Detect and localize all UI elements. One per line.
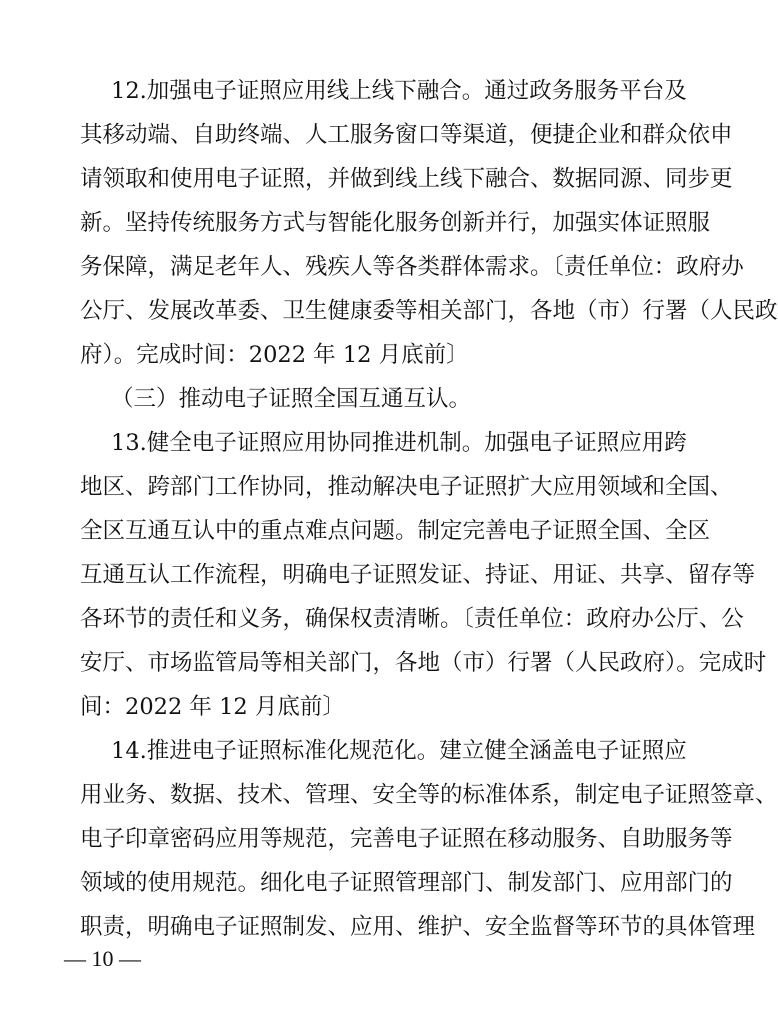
section-heading-3: （三）推动电子证照全国互通互认。 — [111, 386, 472, 412]
paragraph-14-line-4: 领域的使用规范。细化电子证照管理部门、制发部门、应用部门的 — [80, 870, 733, 896]
paragraph-14-line-1: 14.推进电子证照标准化规范化。建立健全涵盖电子证照应 — [111, 738, 687, 764]
paragraph-12-line-6: 公厅、发展改革委、卫生健康委等相关部门，各地（市）行署（人民政 — [80, 298, 778, 324]
paragraph-13-line-5: 各环节的责任和义务，确保权责清晰。〔责任单位：政府办公厅、公 — [80, 606, 744, 632]
paragraph-14-line-5: 职责，明确电子证照制发、应用、维护、安全监督等环节的具体管理 — [80, 914, 756, 940]
paragraph-12-line-7: 府）。完成时间：2022 年 12 月底前〕 — [80, 342, 469, 368]
paragraph-13-line-7: 间：2022 年 12 月底前〕 — [80, 694, 345, 720]
paragraph-14-line-2: 用业务、数据、技术、管理、安全等的标准体系，制定电子证照签章、 — [80, 782, 778, 808]
paragraph-14-line-3: 电子印章密码应用等规范，完善电子证照在移动服务、自助服务等 — [80, 826, 733, 852]
paragraph-12-line-2: 其移动端、自助终端、人工服务窗口等渠道，便捷企业和群众依申 — [80, 122, 733, 148]
paragraph-13-line-3: 全区互通互认中的重点难点问题。制定完善电子证照全国、全区 — [80, 518, 711, 544]
paragraph-12-line-1: 12.加强电子证照应用线上线下融合。通过政务服务平台及 — [111, 78, 687, 104]
paragraph-13-line-2: 地区、跨部门工作协同，推动解决电子证照扩大应用领域和全国、 — [80, 474, 733, 500]
paragraph-12-line-5: 务保障，满足老年人、残疾人等各类群体需求。〔责任单位：政府办 — [80, 254, 744, 280]
paragraph-13-line-1: 13.健全电子证照应用协同推进机制。加强电子证照应用跨 — [111, 430, 687, 456]
paragraph-13-line-6: 安厅、市场监管局等相关部门，各地（市）行署（人民政府）。完成时 — [80, 650, 767, 676]
page-number: — 10 — — [64, 946, 141, 971]
paragraph-13-line-4: 互通互认工作流程，明确电子证照发证、持证、用证、共享、留存等 — [80, 562, 756, 588]
paragraph-12-line-3: 请领取和使用电子证照，并做到线上线下融合、数据同源、同步更 — [80, 166, 733, 192]
paragraph-12-line-4: 新。坚持传统服务方式与智能化服务创新并行，加强实体证照服 — [80, 210, 711, 236]
